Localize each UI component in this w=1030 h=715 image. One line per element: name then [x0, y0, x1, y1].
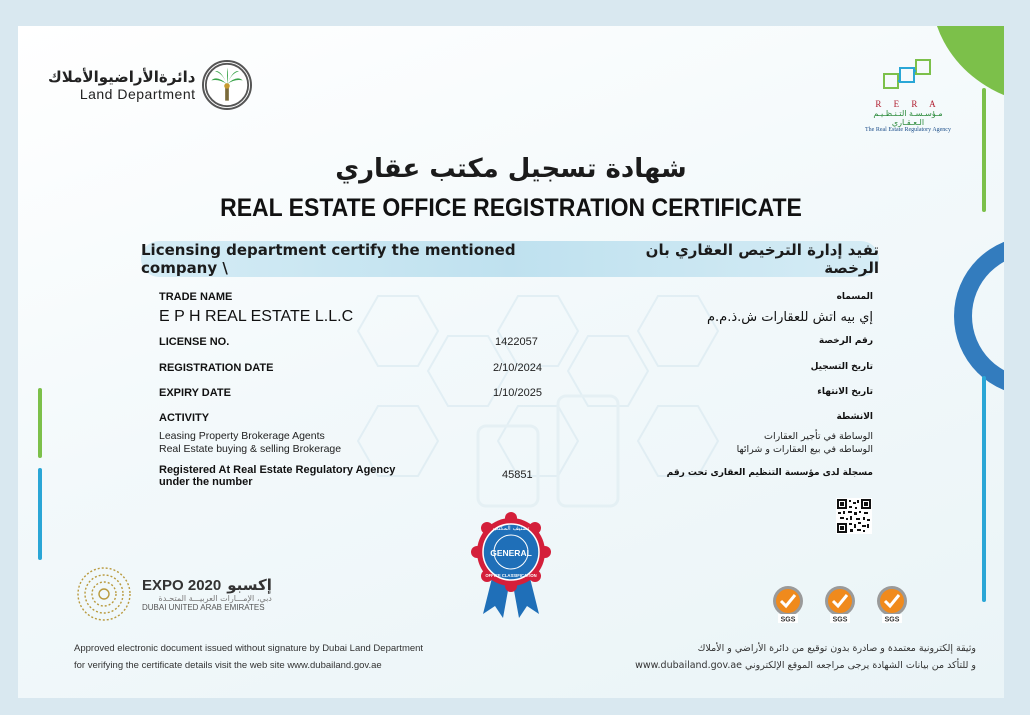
expo-title-en: EXPO 2020 [142, 577, 222, 594]
certificate-title-en: REAL ESTATE OFFICE REGISTRATION CERTIFICATE [220, 194, 802, 222]
rera-name-en: The Real Estate Regulatory Agency [865, 127, 951, 133]
registration-date-label-ar: تاريخ التسجيل [810, 362, 873, 372]
activity-item-ar: الوساطه في بيع العقارات و شرائها [736, 444, 873, 455]
expo-subtitle-ar: دبي، الإمـــارات العربيـــة المتحـدة [158, 594, 272, 603]
rera-registration-label-ar: مسجلة لدى مؤسسة التنظيم العقارى تحت رقم [666, 468, 873, 478]
trade-name-label-ar: المسماه [836, 292, 873, 302]
office-classification-badge [469, 510, 553, 620]
certificate-sheet [18, 26, 1004, 698]
qr-code-icon [836, 498, 872, 534]
svg-text:SGS: SGS [884, 616, 900, 624]
rera-letters: R E R A [875, 99, 941, 109]
green-left-line [38, 388, 42, 458]
footer-note-ar: وثيقة إلكترونية معتمدة و صادرة بدون توقيع من دائرة الأراضي و الأملاك و للتأكد من بيانات الشهادة يرجى مراجعه الموقع الإلكتروني www.dubailand.gov.ae [635, 643, 976, 671]
activity-list [159, 430, 341, 456]
green-vertical-line [982, 88, 986, 212]
sgs-certifications [770, 584, 910, 624]
activity-list-ar [737, 430, 873, 456]
expo-subtitle-en: DUBAI UNITED ARAB EMIRATES [142, 603, 265, 612]
certify-banner [141, 241, 879, 277]
registration-date-value: 2/10/2024 [493, 362, 542, 374]
rera-registration-number: 45851 [502, 469, 533, 481]
registration-date-label: REGISTRATION DATE [159, 362, 274, 374]
license-number: 1422057 [495, 336, 538, 348]
trade-name-value-ar: إي بيه اتش للعقارات ش.ذ.م.م [707, 310, 873, 325]
rera-name-ar: مـؤسـسـة التـنـظـيـم الـعـقـاري [873, 109, 943, 127]
rera-squares-icon [880, 56, 936, 94]
rera-registration-label: Registered At Real Estate Regulatory Agency under the number [159, 464, 396, 488]
certificate-title-ar: شهادة تسجيل مكتب عقاري [335, 154, 687, 184]
expiry-date-value: 1/10/2025 [493, 387, 542, 399]
expo-ring-icon [74, 564, 134, 624]
expo-2020-logo [74, 564, 272, 624]
svg-text:SGS: SGS [832, 616, 848, 624]
expiry-date-label: EXPIRY DATE [159, 387, 231, 399]
trade-name-value: E P H REAL ESTATE L.L.C [159, 308, 354, 325]
activity-label-ar: الانشطة [836, 412, 873, 422]
trade-name-label: TRADE NAME [159, 291, 233, 303]
footer-note-en: Approved electronic document issued without signature by Dubai Land Department for verifying the certificate details visit the web site www.dubailand.gov.ae [74, 643, 424, 671]
land-department-logo [48, 60, 252, 110]
expiry-date-label-ar: تاريخ الانتهاء [817, 387, 873, 397]
activity-item: Leasing Property Brokerage Agents [159, 430, 325, 442]
svg-text:SGS: SGS [780, 616, 796, 624]
expo-title-ar: إكسبو [227, 576, 272, 594]
sgs-badge-icon [874, 584, 910, 624]
activity-item: Real Estate buying & selling Brokerage [159, 443, 342, 455]
activity-item-ar: الوساطة في تأجير العقارات [764, 431, 873, 442]
banner-text-ar: تفيد إدارة الترخيص العقاري بان الرخصة [645, 241, 879, 277]
badge-label: GENERAL [490, 548, 532, 558]
license-label: LICENSE NO. [159, 336, 230, 348]
banner-text-en: Licensing department certify the mentioned company \ [141, 241, 516, 277]
land-department-name-ar: دائرةالأراضيوالأملاك [48, 68, 196, 86]
blue-vertical-line [982, 376, 986, 602]
rera-logo [858, 56, 958, 133]
blue-arc-shape [954, 236, 1004, 396]
badge-arc-en: OFFICE CLASSIFICATION [485, 573, 537, 578]
blue-left-line [38, 468, 42, 560]
activity-label: ACTIVITY [159, 412, 210, 424]
sgs-badge-icon [770, 584, 806, 624]
sgs-badge-icon [822, 584, 858, 624]
palm-tree-emblem-icon [202, 60, 252, 110]
land-department-name-en: Land Department [79, 86, 196, 102]
license-label-ar: رقم الرخصة [818, 336, 873, 346]
badge-arc-ar: تصنيف المكتب [492, 525, 530, 532]
